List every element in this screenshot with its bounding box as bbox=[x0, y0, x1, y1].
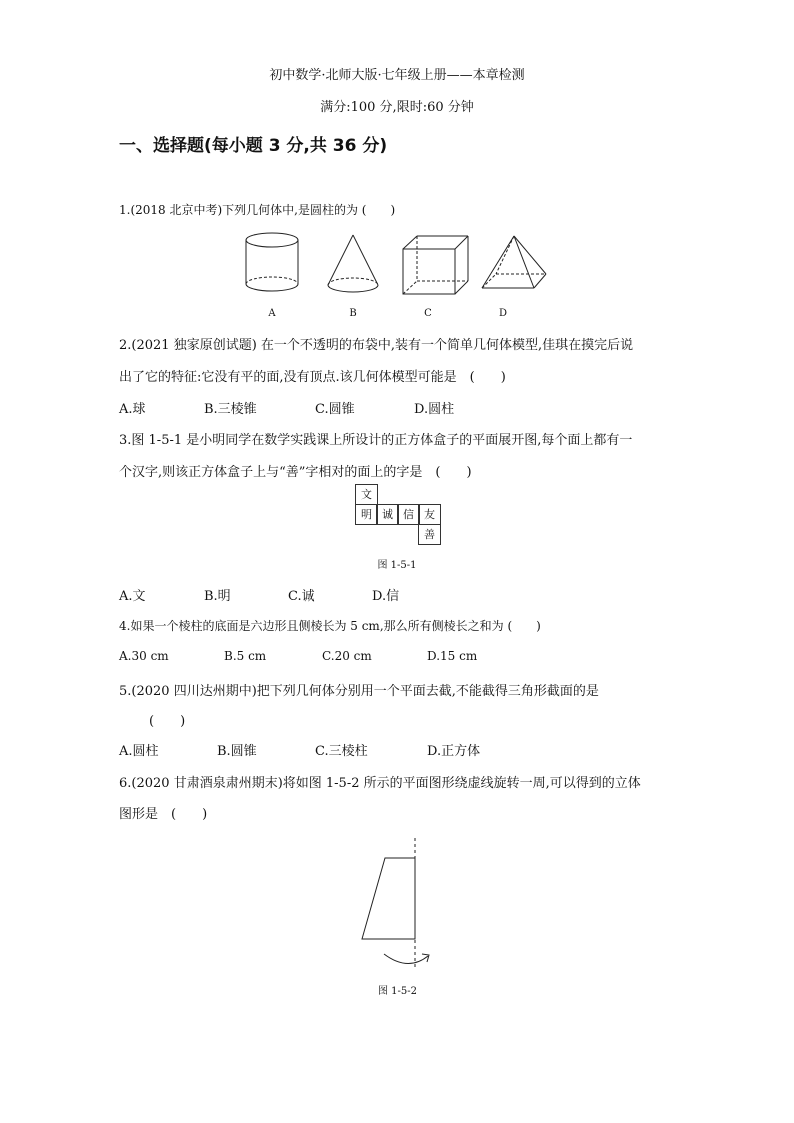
q2-option-b: B.三棱锥 bbox=[204, 402, 257, 417]
question-5-line-2: ( ) bbox=[149, 714, 186, 729]
cylinder-icon bbox=[245, 231, 301, 297]
q3-option-c: C.诚 bbox=[288, 589, 315, 604]
shape-label-d: D bbox=[498, 308, 508, 319]
q5-option-a: A.圆柱 bbox=[119, 744, 159, 759]
figure-caption-1-5-1: 图 1-5-1 bbox=[377, 560, 417, 571]
question-5-line-1: 5.(2020 四川达州期中)把下列几何体分别用一个平面去截,不能截得三角形截面的是 bbox=[119, 684, 599, 699]
page-title: 初中数学·北师大版·七年级上册——本章检测 bbox=[269, 68, 525, 83]
question-4-text: 4.如果一个棱柱的底面是六边形且侧棱长为 5 cm,那么所有侧棱长之和为 ( ) bbox=[119, 619, 541, 633]
q4-option-b: B.5 cm bbox=[224, 649, 267, 663]
shape-label-c: C bbox=[424, 308, 432, 319]
net-cell-ming: 明 bbox=[355, 504, 378, 525]
q3-option-a: A.文 bbox=[119, 589, 146, 604]
question-3-line-1: 3.图 1-5-1 是小明同学在数学实践课上所设计的正方体盒子的平面展开图,每个面上都有一 bbox=[119, 433, 633, 448]
question-2-line-1: 2.(2021 独家原创试题) 在一个不透明的布袋中,装有一个简单几何体模型,佳琪在摸完后说 bbox=[119, 338, 634, 353]
cone-icon bbox=[326, 233, 382, 297]
question-6-line-2: 图形是 ( ) bbox=[119, 807, 208, 822]
net-cell-you: 友 bbox=[418, 504, 441, 525]
page-subtitle: 满分:100 分,限时:60 分钟 bbox=[320, 100, 474, 115]
q4-option-c: C.20 cm bbox=[322, 649, 372, 663]
q5-option-b: B.圆锥 bbox=[217, 744, 257, 759]
net-cell-xin: 信 bbox=[397, 504, 420, 525]
trapezoid-rotation-icon bbox=[358, 836, 438, 970]
question-2-line-2: 出了它的特征:它没有平的面,没有顶点.该几何体模型可能是 ( ) bbox=[119, 370, 506, 385]
q5-option-c: C.三棱柱 bbox=[315, 744, 368, 759]
question-1-text: 1.(2018 北京中考)下列几何体中,是圆柱的为 ( ) bbox=[119, 203, 396, 217]
question-3-line-2: 个汉字,则该正方体盒子上与“善”字相对的面上的字是 ( ) bbox=[119, 465, 472, 480]
q4-option-a: A.30 cm bbox=[119, 649, 169, 663]
pyramid-icon bbox=[480, 234, 550, 294]
q2-option-c: C.圆锥 bbox=[315, 402, 355, 417]
net-cell-shan: 善 bbox=[418, 524, 441, 545]
section-title: 一、选择题(每小题 3 分,共 36 分) bbox=[119, 136, 388, 156]
shape-label-b: B bbox=[349, 308, 357, 319]
q2-option-a: A.球 bbox=[119, 402, 146, 417]
q5-option-d: D.正方体 bbox=[427, 744, 481, 759]
net-cell-wen: 文 bbox=[355, 484, 378, 505]
q3-option-b: B.明 bbox=[204, 589, 231, 604]
figure-caption-1-5-2: 图 1-5-2 bbox=[378, 986, 418, 997]
q3-option-d: D.信 bbox=[372, 589, 400, 604]
net-cell-cheng: 诚 bbox=[376, 504, 399, 525]
q2-option-d: D.圆柱 bbox=[414, 402, 455, 417]
shape-label-a: A bbox=[268, 308, 276, 319]
question-6-line-1: 6.(2020 甘肃酒泉肃州期末)将如图 1-5-2 所示的平面图形绕虚线旋转一周,可以得到的立体 bbox=[119, 776, 641, 791]
cube-icon bbox=[401, 235, 471, 297]
q4-option-d: D.15 cm bbox=[427, 649, 478, 663]
